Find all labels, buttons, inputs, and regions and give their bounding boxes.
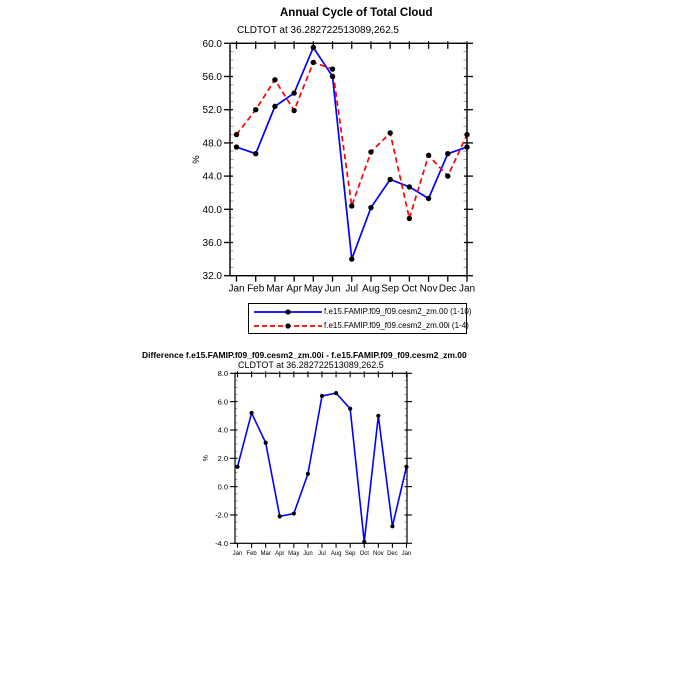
svg-text:Jun: Jun	[303, 550, 313, 557]
svg-text:52.0: 52.0	[202, 105, 222, 117]
legend-line-sample-series1	[252, 306, 324, 318]
svg-text:%: %	[191, 155, 202, 164]
svg-text:44.0: 44.0	[202, 171, 222, 183]
legend-label-series2: f.e15.FAMIP.f09_f09.cesm2_zm.00i (1-4)	[324, 321, 469, 330]
svg-text:0.0: 0.0	[217, 482, 228, 492]
legend-item-series1	[249, 305, 472, 319]
svg-text:Sep: Sep	[381, 283, 400, 295]
svg-text:Jan: Jan	[232, 550, 243, 557]
annual-cycle-chart	[175, 30, 505, 302]
legend-item-series2	[249, 319, 469, 333]
svg-text:Apr: Apr	[286, 283, 302, 295]
svg-text:Jul: Jul	[318, 550, 326, 557]
svg-text:6.0: 6.0	[217, 397, 228, 407]
chart1-legend	[248, 303, 472, 334]
svg-text:May: May	[288, 550, 300, 557]
svg-text:Feb: Feb	[246, 550, 257, 557]
svg-text:36.0: 36.0	[202, 238, 222, 249]
svg-text:8.0: 8.0	[217, 368, 228, 378]
svg-text:Apr: Apr	[275, 550, 285, 557]
chart1-subtitle: CLDTOT at 36.282722513089,262.5	[237, 25, 399, 36]
svg-text:Jan: Jan	[228, 283, 245, 295]
svg-text:Mar: Mar	[260, 550, 271, 557]
svg-text:Nov: Nov	[419, 283, 438, 295]
svg-text:Aug: Aug	[330, 550, 342, 557]
svg-text:Jul: Jul	[345, 283, 359, 295]
svg-text:-2.0: -2.0	[215, 510, 228, 520]
svg-text:40.0: 40.0	[202, 204, 222, 216]
svg-text:Sep: Sep	[344, 550, 356, 557]
svg-text:Dec: Dec	[438, 283, 457, 295]
svg-text:Aug: Aug	[362, 283, 380, 295]
svg-text:2.0: 2.0	[217, 453, 228, 463]
svg-text:Nov: Nov	[372, 550, 384, 557]
svg-text:-4.0: -4.0	[215, 538, 228, 548]
chart2-subtitle: CLDTOT at 36.282722513089,262.5	[238, 360, 384, 370]
svg-text:32.0: 32.0	[202, 271, 222, 283]
svg-text:Jan: Jan	[458, 283, 476, 295]
difference-chart	[200, 366, 430, 566]
svg-text:48.0: 48.0	[202, 138, 222, 150]
svg-text:May: May	[303, 283, 323, 295]
svg-text:Dec: Dec	[387, 550, 398, 557]
svg-text:60.0: 60.0	[202, 38, 222, 50]
svg-text:4.0: 4.0	[217, 425, 228, 435]
svg-text:Jun: Jun	[324, 283, 341, 295]
legend-label-series1: f.e15.FAMIP.f09_f09.cesm2_zm.00 (1-10)	[324, 307, 472, 316]
svg-text:Oct: Oct	[401, 283, 418, 295]
svg-text:Mar: Mar	[266, 283, 284, 295]
svg-text:Jan: Jan	[401, 550, 412, 557]
svg-text:56.0: 56.0	[202, 72, 222, 83]
chart2-title: Difference f.e15.FAMIP.f09_f09.cesm2_zm.00i - f.e15.FAMIP.f09_f09.cesm2_zm.00	[142, 350, 467, 360]
legend-line-sample-series2	[252, 320, 324, 332]
svg-text:%: %	[203, 455, 210, 462]
chart1-title: Annual Cycle of Total Cloud	[280, 7, 433, 19]
svg-text:Feb: Feb	[247, 283, 265, 295]
svg-text:Oct: Oct	[359, 550, 369, 557]
